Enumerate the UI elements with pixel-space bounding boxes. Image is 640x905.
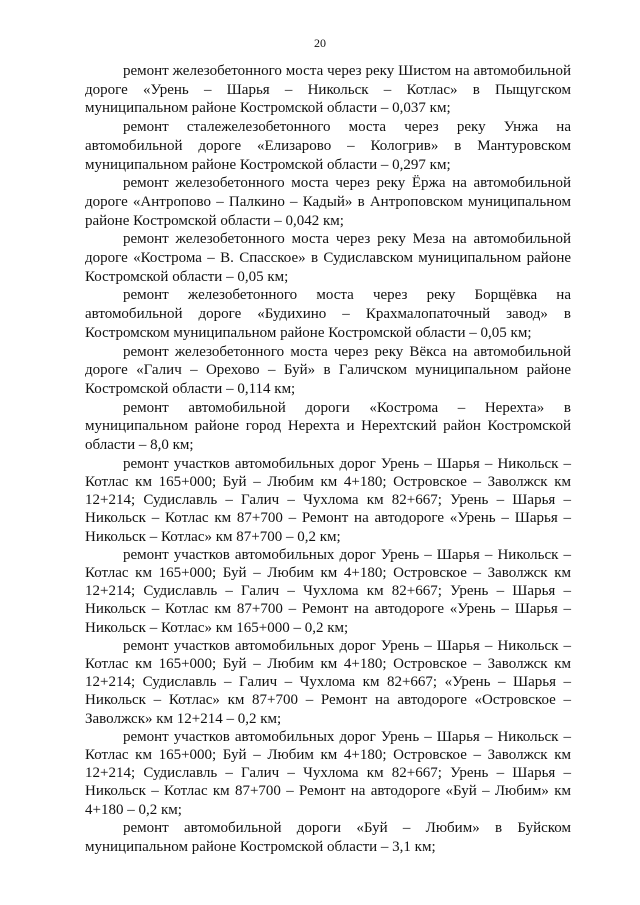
paragraph-road-sections-3: ремонт участков автомобильных дорог Урень – Шарья – Никольск – Котлас км 165+000; Буй – Любим км 4+180; Островское – Заволжск км 12+214; Судиславль – Галич – Чухлома км 82+667; «Урень – Шарья – Никольск – Котлас» км 87+700 – Ремонт на автодороге «Островское – Заволжск» км 12+214 – 0,2 км; (85, 637, 571, 727)
paragraph-road-sections-1: ремонт участков автомобильных дорог Урень – Шарья – Никольск – Котлас км 165+000; Буй – Любим км 4+180; Островское – Заволжск км 12+214; Судиславль – Галич – Чухлома км 82+667; Урень – Шарья – Никольск – Котлас км 87+700 – Ремонт на автодороге «Урень – Шарья – Никольск – Котлас» км 87+700 – 0,2 км; (85, 455, 571, 545)
paragraph-buy-lyubim-road: ремонт автомобильной дороги «Буй – Любим» в Буйском муниципальном районе Костромской области – 3,1 км; (85, 819, 571, 855)
paragraph-road-sections-2: ремонт участков автомобильных дорог Урень – Шарья – Никольск – Котлас км 165+000; Буй – Любим км 4+180; Островское – Заволжск км 12+214; Судиславль – Галич – Чухлома км 82+667; Урень – Шарья – Никольск – Котлас км 87+700 – Ремонт на автодороге «Урень – Шарья – Никольск – Котлас» км 165+000 – 0,2 км; (85, 546, 571, 636)
document-body (85, 62, 571, 856)
paragraph-meza-bridge: ремонт железобетонного моста через реку Меза на автомобильной дороге «Кострома – В. Спасское» в Судиславском муниципальном районе Костромской области – 0,05 км; (85, 231, 571, 285)
paragraph-unzha-bridge: ремонт сталежелезобетонного моста через реку Унжа на автомобильной дороге «Елизарово – Кологрив» в Мантуровском муниципальном районе Костромской области – 0,297 км; (85, 119, 571, 173)
paragraph-vyoksa-bridge: ремонт железобетонного моста через реку Вёкса на автомобильной дороге «Галич – Орехово – Буй» в Галичском муниципальном районе Костромской области – 0,114 км; (85, 343, 571, 397)
paragraph-borshchevka-bridge: ремонт железобетонного моста через реку Борщёвка на автомобильной дороге «Будихино – Крахмалопаточный завод» в Костромском муниципальном районе Костромской области – 0,05 км; (85, 287, 571, 341)
page-number: 20 (314, 36, 326, 50)
paragraph-road-sections-4: ремонт участков автомобильных дорог Урень – Шарья – Никольск – Котлас км 165+000; Буй – Любим км 4+180; Островское – Заволжск км 12+214; Судиславль – Галич – Чухлома км 82+667; Урень – Шарья – Никольск – Котлас км 87+700 – Ремонт на автодороге «Буй – Любим» км 4+180 – 0,2 км; (85, 728, 571, 818)
paragraph-kostroma-nerekhta-road: ремонт автомобильной дороги «Кострома – Нерехта» в муниципальном районе город Нерехта и Нерехтский район Костромской области – 8,0 км; (85, 399, 571, 454)
paragraph-shistom-bridge: ремонт железобетонного моста через реку Шистом на автомобильной дороге «Урень – Шарья – Никольск – Котлас» в Пыщугском муниципальном районе Костромской области – 0,037 км; (85, 63, 571, 117)
paragraph-yorzha-bridge: ремонт железобетонного моста через реку Ёржа на автомобильной дороге «Антропово – Палкино – Кадый» в Антроповском муниципальном районе Костромской области – 0,042 км; (85, 175, 571, 229)
